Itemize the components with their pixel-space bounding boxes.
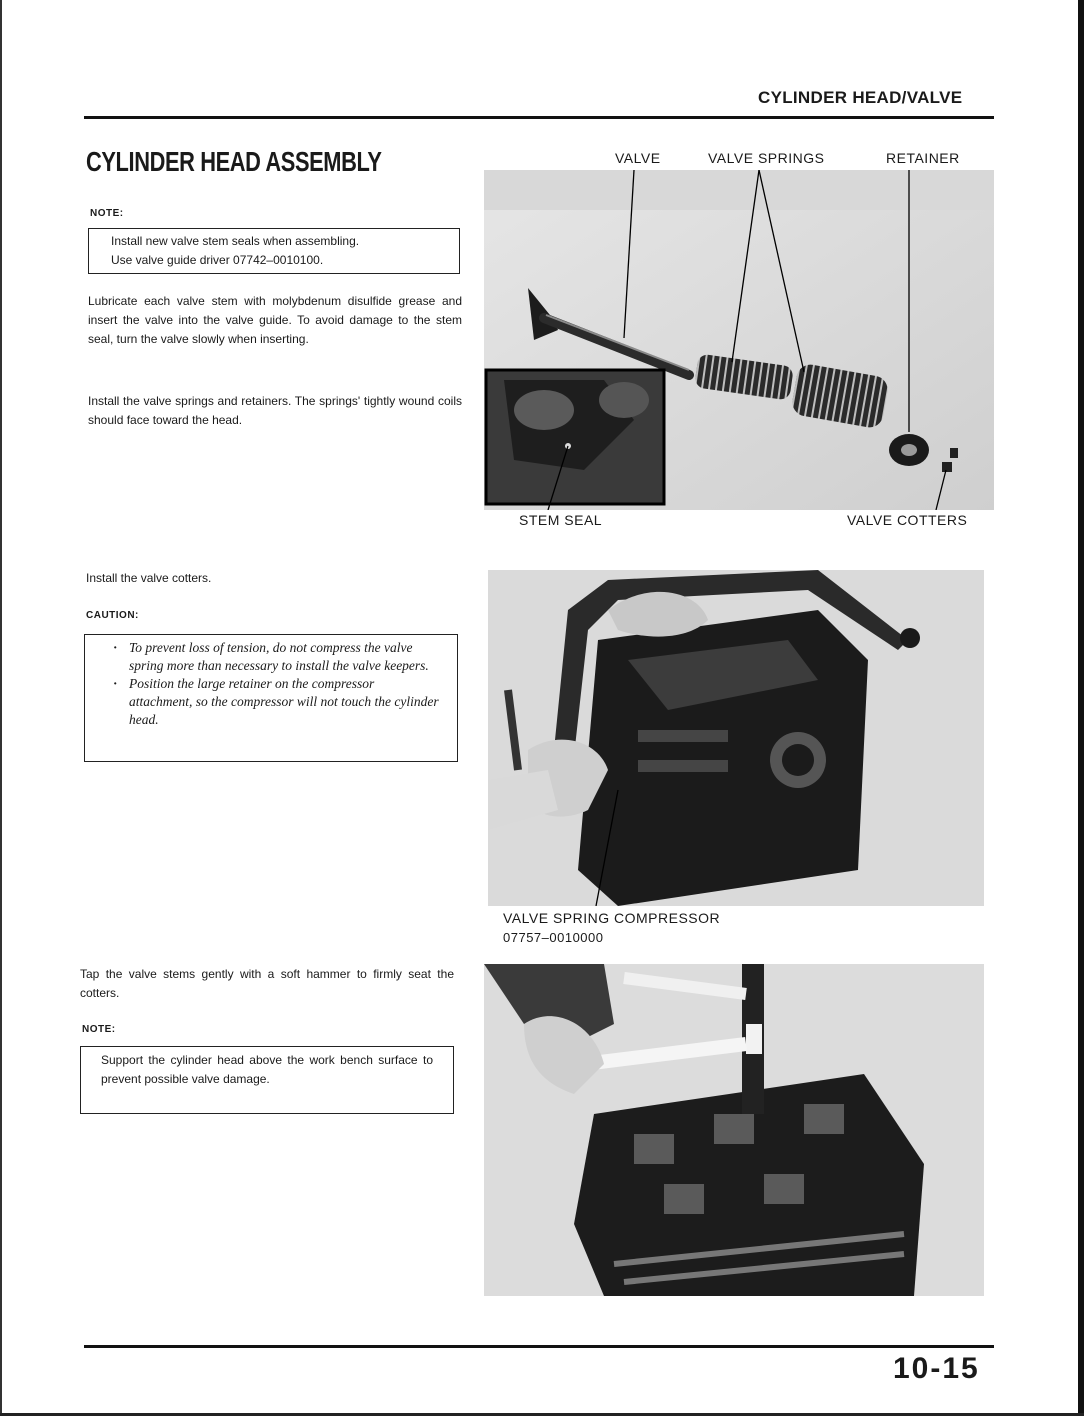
paragraph-tap-stems: Tap the valve stems gently with a soft hammer to firmly seat the cotters. bbox=[80, 967, 454, 1000]
hammer-photo bbox=[484, 964, 984, 1296]
caution-item-2: · Position the large retainer on the compressor attachment, so the compressor will not touch the cylinder head. bbox=[129, 675, 439, 729]
header-rule bbox=[84, 116, 994, 119]
page-edge-left bbox=[0, 0, 2, 1416]
label-retainer: RETAINER bbox=[886, 150, 960, 166]
note-box-2: Support the cylinder head above the work bench surface to prevent possible valve damage. bbox=[80, 1046, 454, 1114]
footer-rule bbox=[84, 1345, 994, 1348]
paragraph-install-springs: Install the valve springs and retainers. The springs' tightly wound coils should face toward the head. bbox=[88, 394, 462, 427]
label-valve-cotters: VALVE COTTERS bbox=[847, 512, 968, 528]
label-compressor-part-number: 07757–0010000 bbox=[503, 930, 604, 945]
cylinder-head-block bbox=[578, 610, 868, 906]
page-edge-right bbox=[1078, 0, 1084, 1416]
page-number: 10-15 bbox=[893, 1352, 980, 1385]
caution-list bbox=[107, 639, 439, 729]
page-heading: CYLINDER HEAD ASSEMBLY bbox=[86, 146, 382, 177]
label-valve: VALVE bbox=[615, 150, 661, 166]
note-box bbox=[88, 228, 460, 274]
retainer-part bbox=[889, 434, 929, 466]
label-valve-spring-compressor: VALVE SPRING COMPRESSOR bbox=[503, 910, 721, 926]
note-line-2: Use valve guide driver 07742–0010100. bbox=[111, 253, 324, 267]
section-title: CYLINDER HEAD/VALVE bbox=[758, 88, 963, 107]
stem-seal-inset-photo bbox=[486, 370, 664, 504]
caution-box bbox=[84, 634, 458, 762]
compressor-photo bbox=[488, 570, 984, 906]
paragraph-install-cotters: Install the valve cotters. bbox=[86, 571, 212, 585]
note-label-2: NOTE: bbox=[82, 1024, 116, 1035]
caution-item-1: · To prevent loss of tension, do not compress the valve spring more than necessary to install the valve keepers. bbox=[129, 639, 439, 675]
note-line-1: Install new valve stem seals when assembling. bbox=[111, 234, 360, 248]
note-label: NOTE: bbox=[90, 208, 124, 219]
valve-parts-figure bbox=[484, 170, 994, 510]
caution-label: CAUTION: bbox=[86, 610, 139, 621]
label-stem-seal: STEM SEAL bbox=[519, 512, 603, 528]
label-valve-springs: VALVE SPRINGS bbox=[708, 150, 825, 166]
paragraph-lubricate: Lubricate each valve stem with molybdenum disulfide grease and insert the valve into the valve guide. To avoid damage to the stem seal, turn the valve slowly when inserting. bbox=[88, 294, 462, 346]
